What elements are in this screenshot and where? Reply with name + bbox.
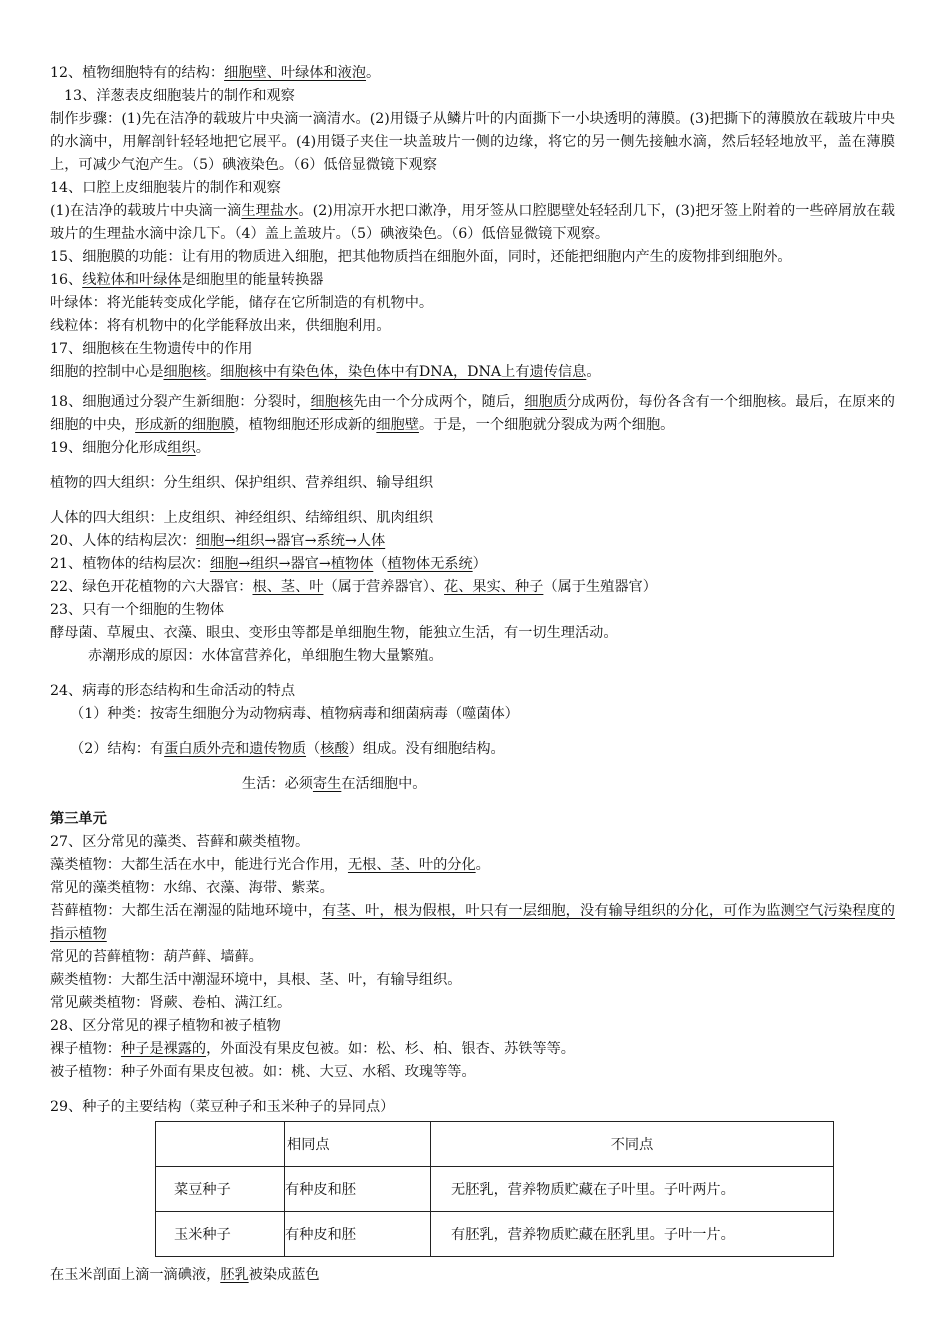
item-17-heading: 17、细胞核在生物遗传中的作用 [50, 341, 253, 357]
key-term: 细胞→组织→器官→植物体 [209, 556, 374, 572]
item-28-angiosperm: 被子植物：种子外面有果皮包被。如：桃、大豆、水稻、玫瑰等等。 [50, 1064, 476, 1080]
item-20: 20、人体的结构层次：细胞→组织→器官→系统→人体 [50, 533, 386, 549]
item-17-body: 细胞的控制中心是细胞核。细胞核中有染色体，染色体中有DNA，DNA上有遗传信息。 [50, 364, 601, 380]
item-24-structure: （2）结构：有蛋白质外壳和遗传物质（核酸）组成。没有细胞结构。 [70, 741, 505, 757]
key-term: 植物体无系统 [387, 556, 473, 572]
human-tissues: 人体的四大组织：上皮组织、神经组织、结缔组织、肌肉组织 [50, 510, 434, 526]
key-term: 生理盐水 [241, 203, 299, 219]
item-16: 16、线粒体和叶绿体是细胞里的能量转换器 [50, 272, 324, 288]
item-13-steps: 制作步骤：(1)先在洁净的载玻片中央滴一滴清水。(2)用镊子从鳞片叶的内面撕下一小块透明的薄膜。(3)把撕下的薄膜放在载玻片中央的水滴中，用解剖针轻轻地把它展平。(4)用镊子夹住一块盖玻片一侧的边缘，将它的另一侧先接触水滴，然后轻轻地放平，盖在薄膜上，可减少气泡产生。（5）碘液染色。（6）低倍显微镜下观察 [50, 111, 895, 173]
key-term: 有茎、叶，根为假根，叶只有一层细胞，没有输导组织的分化，可作为监测空气污染程度的指示植物 [50, 903, 895, 942]
key-term: 细胞→组织→器官→系统→人体 [195, 533, 386, 549]
table-header-cell [156, 1122, 285, 1167]
item-12: 12、植物细胞特有的结构：细胞壁、叶绿体和液泡。 [50, 65, 381, 81]
item-23-red-tide: 赤潮形成的原因：水体富营养化，单细胞生物大量繁殖。 [88, 648, 443, 664]
item-27-algae-examples: 常见的藻类植物：水绵、衣藻、海带、紫菜。 [50, 880, 334, 896]
table-header-cell: 不同点 [431, 1122, 834, 1167]
key-term: 组织 [167, 440, 196, 456]
key-term: 细胞质 [524, 394, 568, 410]
item-28-gymnosperm: 裸子植物：种子是裸露的，外面没有果皮包被。如：松、杉、柏、银杏、苏铁等等。 [50, 1041, 575, 1057]
key-term: 种子是裸露的 [120, 1041, 207, 1057]
key-term: 根、茎、叶 [252, 579, 324, 595]
key-term: 无根、茎、叶的分化 [347, 857, 476, 873]
item-28-heading: 28、区分常见的裸子植物和被子植物 [50, 1018, 281, 1034]
key-term: 胚乳 [220, 1267, 249, 1283]
key-term: 细胞壁、叶绿体和液泡 [224, 65, 367, 81]
seed-comparison-table [155, 1121, 834, 1257]
item-27-heading: 27、区分常见的藻类、苔藓和蕨类植物。 [50, 834, 310, 850]
iodine-test-note: 在玉米剖面上滴一滴碘液，胚乳被染成蓝色 [50, 1267, 320, 1283]
table-cell: 菜豆种子 [156, 1167, 285, 1212]
item-24-types: （1）种类：按寄生细胞分为动物病毒、植物病毒和细菌病毒（噬菌体） [70, 706, 519, 722]
key-term: 细胞核 [310, 394, 354, 410]
item-24-life: 生活：必须寄生在活细胞中。 [242, 776, 427, 792]
item-27-moss-examples: 常见的苔藓植物：葫芦藓、墙藓。 [50, 949, 263, 965]
item-27-fern-examples: 常见蕨类植物：肾蕨、卷柏、满江红。 [50, 995, 292, 1011]
item-24-heading: 24、病毒的形态结构和生命活动的特点 [50, 683, 296, 699]
item-29-heading: 29、种子的主要结构（菜豆种子和玉米种子的异同点） [50, 1099, 395, 1115]
item-21: 21、植物体的结构层次：细胞→组织→器官→植物体（植物体无系统） [50, 556, 487, 572]
key-term: 花、果实、种子 [444, 579, 544, 595]
item-13-heading: 13、洋葱表皮细胞装片的制作和观察 [64, 88, 295, 104]
table-cell: 有种皮和胚 [285, 1212, 431, 1257]
document-page [50, 62, 895, 1287]
key-term: 细胞核 [163, 364, 207, 380]
item-18: 18、细胞通过分裂产生新细胞：分裂时，细胞核先由一个分成两个，随后，细胞质分成两份，每份各含有一个细胞核。最后，在原来的细胞的中央，形成新的细胞膜，植物细胞还形成新的细胞壁。于是，一个细胞就分裂成为两个细胞。 [50, 394, 895, 433]
key-term: 细胞壁 [376, 417, 419, 433]
key-term: 形成新的细胞膜 [135, 417, 235, 433]
item-23-heading: 23、只有一个细胞的生物体 [50, 602, 225, 618]
item-15: 15、细胞膜的功能：让有用的物质进入细胞，把其他物质挡在细胞外面，同时，还能把细胞内产生的废物排到细胞外。 [50, 249, 792, 265]
table-header-row [156, 1122, 834, 1167]
table-row [156, 1212, 834, 1257]
table-cell: 有种皮和胚 [285, 1167, 431, 1212]
item-23-examples: 酵母菌、草履虫、衣藻、眼虫、变形虫等都是单细胞生物，能独立生活，有一切生理活动。 [50, 625, 618, 641]
unit-3-heading: 第三单元 [50, 811, 107, 827]
plant-tissues: 植物的四大组织：分生组织、保护组织、营养组织、输导组织 [50, 475, 434, 491]
item-14-steps: (1)在洁净的载玻片中央滴一滴生理盐水。(2)用凉开水把口漱净，用牙签从口腔腮壁处轻轻刮几下，(3)把牙签上附着的一些碎屑放在载玻片的生理盐水滴中涂几下。（4）盖上盖玻片。（5）碘液染色。（6）低倍显微镜下观察。 [50, 203, 895, 242]
key-term: 蛋白质外壳和遗传物质 [164, 741, 307, 757]
item-27-moss: 苔藓植物：大都生活在潮湿的陆地环境中，有茎、叶，根为假根，叶只有一层细胞，没有输导组织的分化，可作为监测空气污染程度的指示植物 [50, 903, 895, 942]
table-row [156, 1167, 834, 1212]
item-27-fern: 蕨类植物：大都生活中潮湿环境中，具根、茎、叶，有输导组织。 [50, 972, 462, 988]
table-cell: 无胚乳，营养物质贮藏在子叶里。子叶两片。 [431, 1167, 834, 1212]
item-19: 19、细胞分化形成组织。 [50, 440, 210, 456]
item-16-mitochondria: 线粒体：将有机物中的化学能释放出来，供细胞利用。 [50, 318, 391, 334]
item-22: 22、绿色开花植物的六大器官：根、茎、叶（属于营养器官）、花、果实、种子（属于生殖器官） [50, 579, 657, 595]
key-term: 核酸 [320, 741, 349, 757]
key-term: 细胞核中有染色体，染色体中有DNA，DNA上有遗传信息 [220, 364, 587, 380]
table-cell: 有胚乳，营养物质贮藏在胚乳里。子叶一片。 [431, 1212, 834, 1257]
table-cell: 玉米种子 [156, 1212, 285, 1257]
key-term: 寄生 [312, 776, 342, 792]
item-14-heading: 14、口腔上皮细胞装片的制作和观察 [50, 180, 281, 196]
item-16-chloroplast: 叶绿体：将光能转变成化学能，储存在它所制造的有机物中。 [50, 295, 434, 311]
key-term: 线粒体和叶绿体 [82, 272, 182, 288]
table-header-cell: 相同点 [285, 1122, 431, 1167]
item-27-algae: 藻类植物：大都生活在水中，能进行光合作用，无根、茎、叶的分化。 [50, 857, 490, 873]
